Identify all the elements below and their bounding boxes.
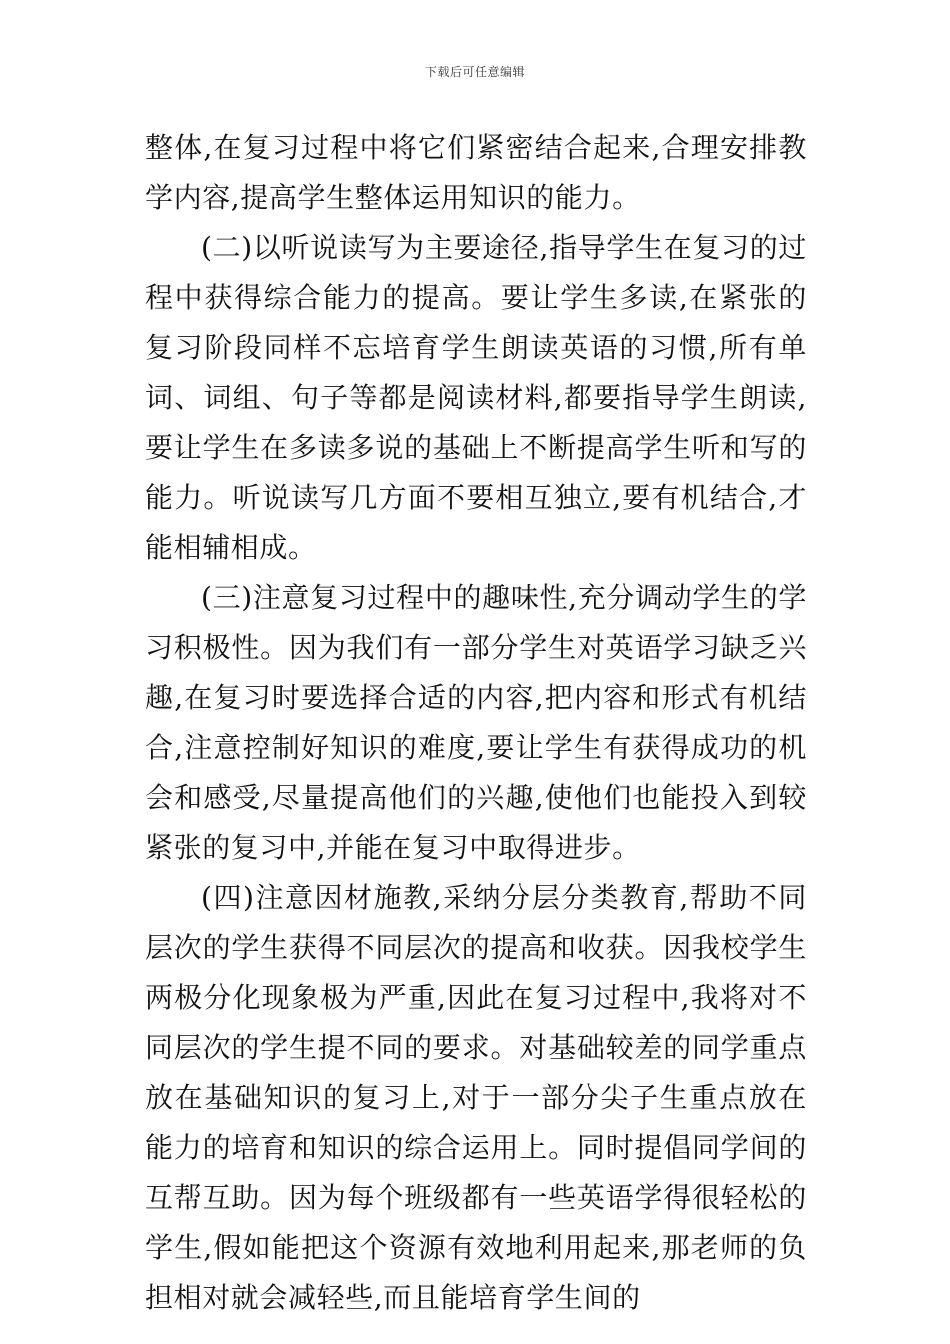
page-header-note: 下载后可任意编辑 xyxy=(424,65,525,79)
paragraph-section-3: (三)注意复习过程中的趣味性,充分调动学生的学习积极性。因为我们有一部分学生对英语学习缺乏兴趣,在复习时要选择合适的内容,把内容和形式有机结合,注意控制好知识的难度,要让学生有获得成功的机会和感受,尽量提高他们的兴趣,使他们也能投入到较紧张的复习中,并能在复习中取得进步。 xyxy=(145,581,807,864)
paragraph-section-2: (二)以听说读写为主要途径,指导学生在复习的过程中获得综合能力的提高。要让学生多读,在紧张的复习阶段同样不忘培育学生朗读英语的习惯,所有单词、词组、句子等都是阅读材料,都要指导学生朗读,要让学生在多读多说的基础上不断提高学生听和写的能力。听说读写几方面不要相互独立,要有机结合,才能相辅相成。 xyxy=(145,231,807,564)
paragraph-section-4: (四)注意因材施教,采纳分层分类教育,帮助不同层次的学生获得不同层次的提高和收获。因我校学生两极分化现象极为严重,因此在复习过程中,我将对不同层次的学生提不同的要求。对基础较差的同学重点放在基础知识的复习上,对于一部分尖子生重点放在能力的培育和知识的综合运用上。同时提倡同学间的互帮互助。因为每个班级都有一些英语学得很轻松的学生,假如能把这个资源有效地利用起来,那老师的负担相对就会减轻些,而且能培育学生间的 xyxy=(145,881,807,1314)
paragraph-continuation: 整体,在复习过程中将它们紧密结合起来,合理安排教学内容,提高学生整体运用知识的能力。 xyxy=(145,131,807,214)
document-body xyxy=(145,123,807,1323)
